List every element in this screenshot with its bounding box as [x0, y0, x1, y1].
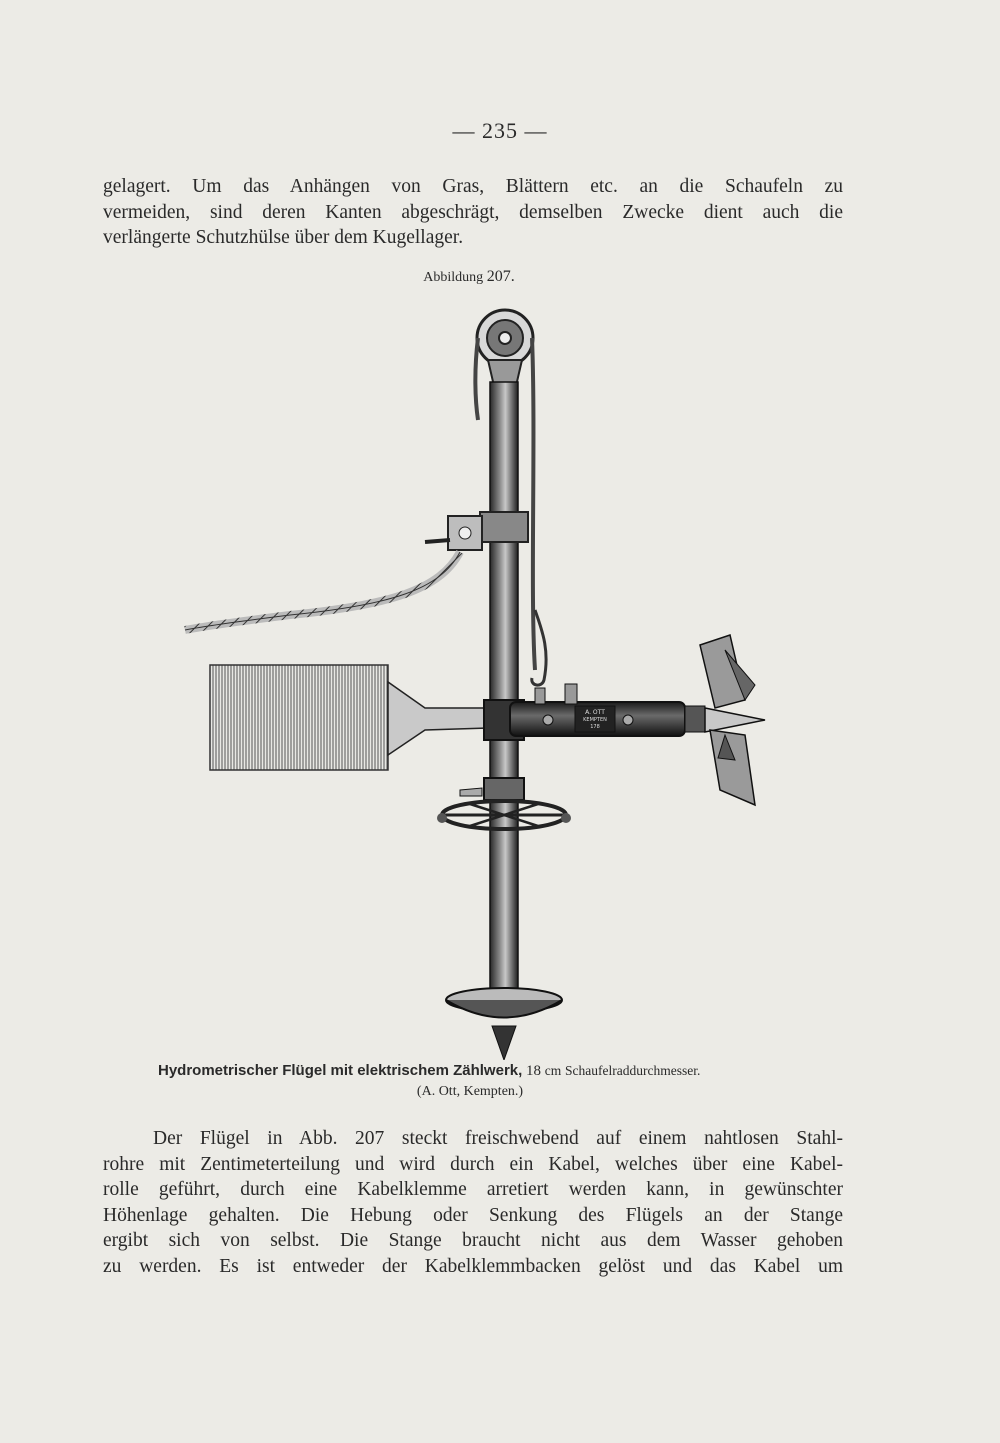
- figure-label: Abbildung: [423, 270, 484, 285]
- text-line: ergibt sich von selbst. Die Stange braucht nicht aus dem Wasser gehoben: [103, 1230, 843, 1251]
- device-plate-line: KEMPTEN: [583, 717, 607, 723]
- figure-credit: (A. Ott, Kempten.): [416, 1084, 524, 1099]
- base-plate: [446, 988, 562, 1060]
- figure-title: [0, 268, 938, 286]
- figure-caption: [158, 1062, 798, 1080]
- bottom-paragraph: [103, 1126, 843, 1279]
- electric-cable: [185, 552, 460, 630]
- caption-title: Hydrometrischer Flügel mit elektrischem Zählwerk,: [158, 1062, 523, 1079]
- page-number: — 235 —: [452, 118, 548, 143]
- text-line: vermeiden, sind deren Kanten abgeschrägt, demselben Zwecke dient auch die: [103, 201, 843, 223]
- graduated-rod: [490, 382, 518, 1002]
- device-plate-line: 178: [590, 724, 600, 730]
- text-line: verlängerte Schutzhülse über dem Kugellager.: [103, 227, 464, 248]
- text-line: rohre mit Zentimeterteilung und wird durch ein Kabel, welches über eine Kabel-: [103, 1153, 843, 1175]
- caption-size: 18: [526, 1063, 542, 1079]
- caption-unit: cm: [544, 1063, 562, 1078]
- text-line: Der Flügel in Abb. 207 steckt freischwebend auf einem nahtlosen Stahl-: [153, 1128, 843, 1149]
- text-line: zu werden. Es ist entweder der Kabelklemmbacken gelöst und das Kabel um: [103, 1255, 843, 1277]
- caption-rest: Schaufelraddurchmesser.: [565, 1063, 701, 1078]
- cable-pulley: [477, 310, 533, 386]
- figure-number: 207.: [486, 268, 515, 285]
- device-plate-line: A. OTT: [585, 709, 605, 716]
- current-meter-illustration: [170, 290, 790, 1060]
- text-line: rolle geführt, durch eine Kabelklemme arretiert werden kann, in gewünschter: [103, 1179, 843, 1200]
- text-line: Höhenlage gehalten. Die Hebung oder Senkung des Flügels an der Stange: [103, 1204, 843, 1226]
- tail-vane: [210, 665, 488, 770]
- top-paragraph: [103, 174, 843, 251]
- cable: [532, 338, 535, 670]
- text-line: gelagert. Um das Anhängen von Gras, Blättern etc. an die Schaufeln zu: [103, 176, 843, 197]
